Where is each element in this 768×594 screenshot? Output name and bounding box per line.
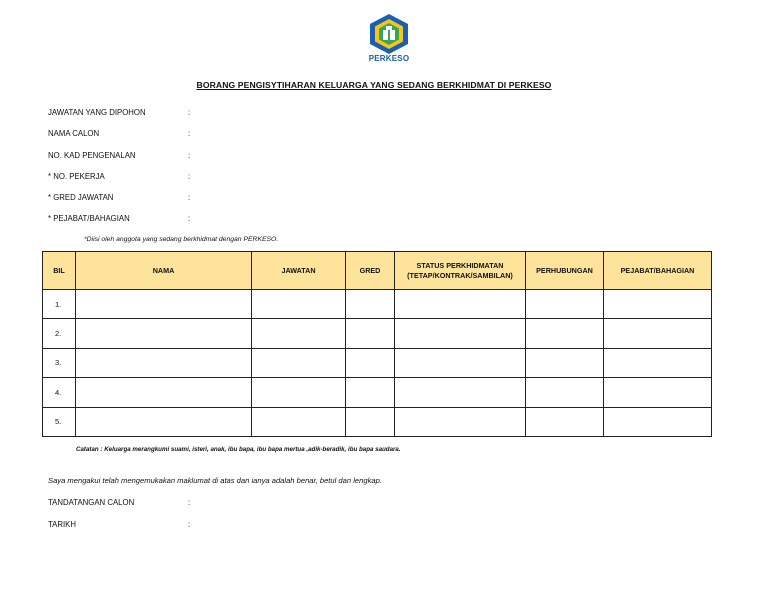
field-label: * GRED JAWATAN <box>48 193 114 202</box>
cell-nama[interactable] <box>76 407 252 436</box>
field-label: * NO. PEKERJA <box>48 172 105 181</box>
cell-status[interactable] <box>395 319 526 348</box>
cell-gred[interactable] <box>346 407 395 436</box>
cell-nama[interactable] <box>76 319 252 348</box>
field-nama-calon <box>48 129 448 141</box>
cell-status[interactable] <box>395 407 526 436</box>
header-pejabat: PEJABAT/BAHAGIAN <box>604 252 712 290</box>
header-gred: GRED <box>346 252 395 290</box>
field-label: JAWATAN YANG DIPOHON <box>48 108 146 117</box>
field-colon: : <box>188 498 191 507</box>
field-label: NAMA CALON <box>48 129 100 138</box>
cell-gred[interactable] <box>346 290 395 319</box>
field-label: * PEJABAT/BAHAGIAN <box>48 214 130 223</box>
cell-jawatan[interactable] <box>252 378 346 407</box>
row-number: 1. <box>43 290 76 319</box>
cell-nama[interactable] <box>76 290 252 319</box>
perkeso-logo <box>366 12 412 66</box>
field-jawatan-dipohon <box>48 108 448 120</box>
header-jawatan: JAWATAN <box>252 252 346 290</box>
staff-note: *Diisi oleh anggota yang sedang berkhidmat dengan PERKESO. <box>84 236 279 243</box>
cell-gred[interactable] <box>346 319 395 348</box>
field-tandatangan <box>48 498 448 510</box>
field-label: TANDATANGAN CALON <box>48 498 135 507</box>
header-perhubungan: PERHUBUNGAN <box>526 252 604 290</box>
header-nama: NAMA <box>76 252 252 290</box>
form-title: BORANG PENGISYTIHARAN KELUARGA YANG SEDANG BERKHIDMAT DI PERKESO <box>196 80 552 90</box>
cell-nama[interactable] <box>76 378 252 407</box>
table-row <box>43 378 712 407</box>
perkeso-emblem-icon <box>366 12 412 56</box>
field-label: NO. KAD PENGENALAN <box>48 151 136 160</box>
field-colon: : <box>188 151 191 160</box>
cell-gred[interactable] <box>346 348 395 377</box>
header-status-line1: STATUS PERKHIDMATAN <box>416 260 504 270</box>
table-row <box>43 348 712 377</box>
cell-jawatan[interactable] <box>252 290 346 319</box>
cell-status[interactable] <box>395 378 526 407</box>
field-colon: : <box>188 129 191 138</box>
header-bil: BIL <box>43 252 76 290</box>
field-no-pekerja <box>48 172 448 184</box>
row-number: 2. <box>43 319 76 348</box>
cell-pejabat[interactable] <box>604 378 712 407</box>
family-note: Catatan : Keluarga merangkumi suami, isteri, anak, ibu bapa, ibu bapa mertua ,adik-beradik, ibu bapa saudara. <box>76 446 401 453</box>
table-row <box>43 290 712 319</box>
cell-pejabat[interactable] <box>604 348 712 377</box>
table-row <box>43 407 712 436</box>
cell-pejabat[interactable] <box>604 319 712 348</box>
logo-text: PERKESO <box>368 54 410 63</box>
cell-status[interactable] <box>395 348 526 377</box>
cell-jawatan[interactable] <box>252 348 346 377</box>
table-row <box>43 319 712 348</box>
field-pejabat-bahagian <box>48 214 448 226</box>
field-colon: : <box>188 193 191 202</box>
family-table <box>42 251 712 437</box>
cell-pejabat[interactable] <box>604 290 712 319</box>
cell-perhubungan[interactable] <box>526 348 604 377</box>
row-number: 4. <box>43 378 76 407</box>
field-tarikh <box>48 520 448 532</box>
header-status <box>395 252 526 290</box>
header-status-line2: (TETAP/KONTRAK/SAMBILAN) <box>407 270 513 280</box>
cell-gred[interactable] <box>346 378 395 407</box>
cell-perhubungan[interactable] <box>526 378 604 407</box>
cell-jawatan[interactable] <box>252 319 346 348</box>
cell-nama[interactable] <box>76 348 252 377</box>
cell-perhubungan[interactable] <box>526 319 604 348</box>
cell-pejabat[interactable] <box>604 407 712 436</box>
cell-perhubungan[interactable] <box>526 290 604 319</box>
declaration-text: Saya mengakui telah mengemukakan maklumat di atas dan ianya adalah benar, betul dan lengkap. <box>48 476 382 485</box>
field-label: TARIKH <box>48 520 77 529</box>
cell-perhubungan[interactable] <box>526 407 604 436</box>
field-gred-jawatan <box>48 193 448 205</box>
field-kad-pengenalan <box>48 151 448 163</box>
field-colon: : <box>188 214 191 223</box>
row-number: 5. <box>43 407 76 436</box>
field-colon: : <box>188 520 191 529</box>
cell-jawatan[interactable] <box>252 407 346 436</box>
row-number: 3. <box>43 348 76 377</box>
field-colon: : <box>188 172 191 181</box>
cell-status[interactable] <box>395 290 526 319</box>
field-colon: : <box>188 108 191 117</box>
